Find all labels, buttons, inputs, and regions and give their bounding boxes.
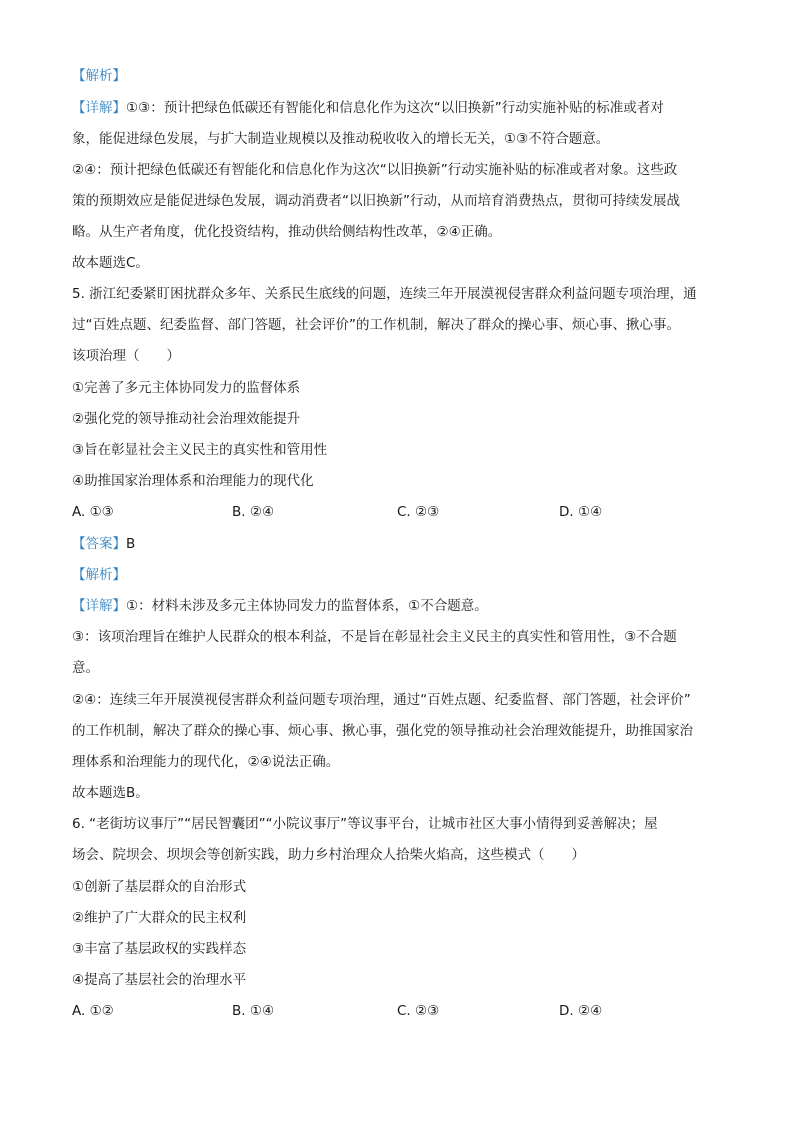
option-b: B. ②④ [232, 504, 275, 520]
statement-1: ①完善了多元主体协同发力的监督体系 [72, 380, 301, 396]
detail-text-line: 意。 [72, 660, 99, 676]
detail-tag: 【详解】 [72, 598, 126, 614]
option-c: C. ②③ [397, 1003, 440, 1019]
detail-paragraph [72, 98, 734, 118]
answer-value: B [126, 536, 136, 552]
detail-paragraph [72, 596, 734, 616]
option-a: A. ①② [72, 1003, 114, 1019]
detail-text-line: 理体系和治理能力的现代化，②④说法正确。 [72, 754, 340, 770]
statement-4: ④助推国家治理体系和治理能力的现代化 [72, 473, 314, 489]
analysis-heading: 【解析】 [72, 567, 126, 583]
detail-text: ①③：预计把绿色低碳还有智能化和信息化作为这次“以旧换新”行动实施补贴的标准或者对 [126, 100, 664, 116]
question-6-stem: 6. “老街坊议事厅”“居民智囊团”“小院议事厅”等议事平台，让城市社区大事小情得到妥善解决；屋 [72, 816, 658, 832]
option-a: A. ①③ [72, 504, 114, 520]
detail-text-line: ③：该项治理旨在维护人民群众的根本利益，不是旨在彰显社会主义民主的真实性和管用性，③不合题 [72, 629, 677, 645]
analysis-heading: 【解析】 [72, 68, 126, 84]
answer-line [72, 534, 734, 554]
answer-tag: 【答案】 [72, 536, 126, 552]
detail-text-line: 的工作机制，解决了群众的操心事、烦心事、揪心事，强化党的领导推动社会治理效能提升，助推国家治 [72, 723, 693, 739]
conclusion: 故本题选C。 [72, 255, 149, 271]
statement-3: ③丰富了基层政权的实践样态 [72, 941, 247, 957]
statement-1: ①创新了基层群众的自治形式 [72, 879, 247, 895]
question-5-stem: 该项治理（ ） [72, 348, 180, 364]
option-d: D. ②④ [559, 1003, 603, 1019]
statement-4: ④提高了基层社会的治理水平 [72, 972, 247, 988]
option-c: C. ②③ [397, 504, 440, 520]
detail-text-line: 象，能促进绿色发展，与扩大制造业规模以及推动税收收入的增长无关，①③不符合题意。 [72, 131, 610, 147]
conclusion: 故本题选B。 [72, 785, 149, 801]
detail-text-line: 略。从生产者角度，优化投资结构，推动供给侧结构性改革，②④正确。 [72, 224, 502, 240]
statement-3: ③旨在彰显社会主义民主的真实性和管用性 [72, 442, 328, 458]
statement-2: ②强化党的领导推动社会治理效能提升 [72, 411, 301, 427]
option-d: D. ①④ [559, 504, 603, 520]
statement-2: ②维护了广大群众的民主权利 [72, 910, 247, 926]
detail-text-line: 策的预期效应是能促进绿色发展，调动消费者“以旧换新”行动，从而培育消费热点，贯彻可持续发展战 [72, 193, 680, 209]
question-6-stem: 场会、院坝会、坝坝会等创新实践，助力乡村治理众人拾柴火焰高，这些模式（ ） [72, 847, 585, 863]
detail-text-line: ②④：连续三年开展漠视侵害群众利益问题专项治理，通过“百姓点题、纪委监督、部门答题，社会评价” [72, 692, 691, 708]
detail-text-line: ②④：预计把绿色低碳还有智能化和信息化作为这次“以旧换新”行动实施补贴的标准或者对象。这些政 [72, 162, 678, 178]
option-b: B. ①④ [232, 1003, 275, 1019]
question-5-stem: 过“百姓点题、纪委监督、部门答题，社会评价”的工作机制，解决了群众的操心事、烦心事、揪心事。 [72, 317, 680, 333]
question-5-stem: 5. 浙江纪委紧盯困扰群众多年、关系民生底线的问题，连续三年开展漠视侵害群众利益问题专项治理，通 [72, 286, 697, 302]
detail-tag: 【详解】 [72, 100, 126, 116]
detail-text: ①：材料未涉及多元主体协同发力的监督体系，①不合题意。 [126, 598, 488, 614]
